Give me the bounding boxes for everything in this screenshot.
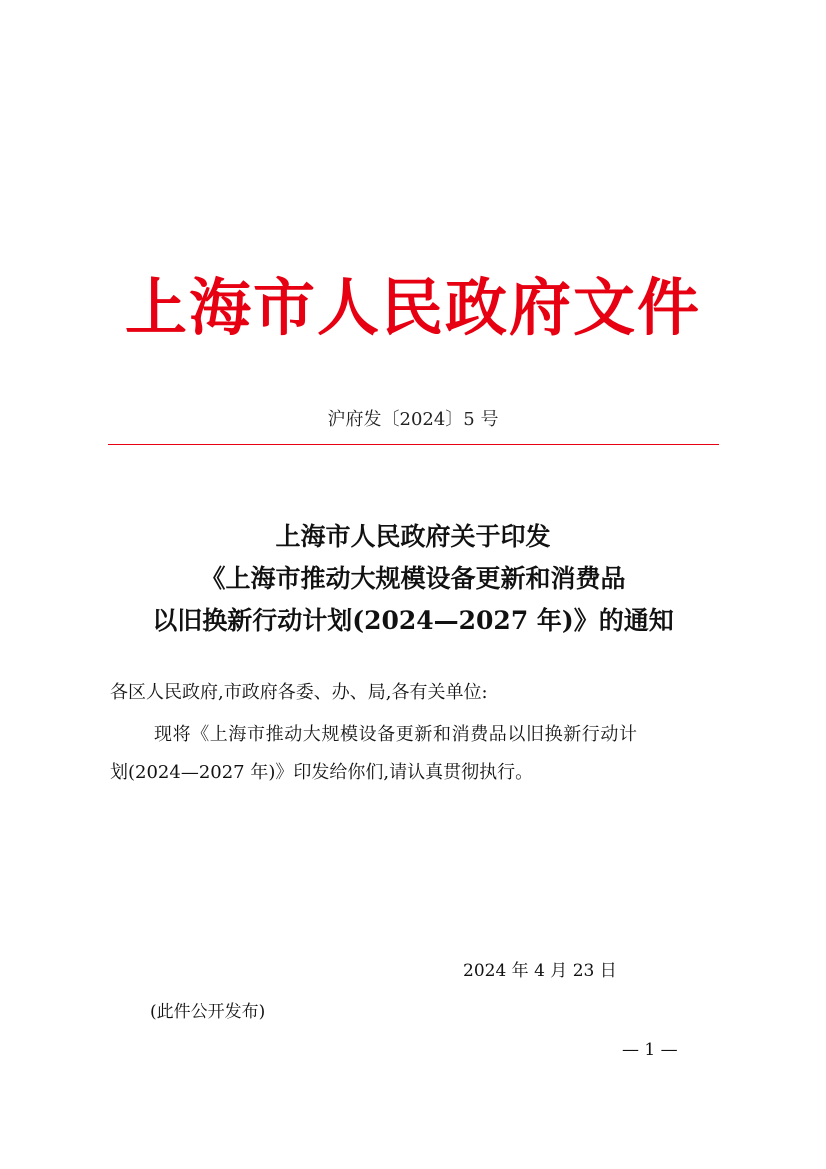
document-title [0, 516, 826, 642]
body-line-2: 划(2024—2027 年)》印发给你们,请认真贯彻执行。 [110, 762, 534, 783]
title-line-3: 以旧换新行动计划(2024—2027 年)》的通知 [152, 606, 674, 635]
body-line-1: 现将《上海市推动大规模设备更新和消费品以旧换新行动计 [154, 724, 638, 745]
document-masthead: 上海市人民政府文件 [124, 271, 701, 344]
red-divider-line [108, 444, 719, 445]
issue-date: 2024 年 4 月 23 日 [463, 961, 617, 981]
title-line-1: 上海市人民政府关于印发 [275, 522, 551, 551]
document-number: 沪府发〔2024〕5 号 [327, 409, 499, 430]
title-line-2: 《上海市推动大规模设备更新和消费品 [200, 564, 626, 593]
body-paragraph [110, 716, 720, 792]
salutation: 各区人民政府,市政府各委、办、局,各有关单位: [110, 682, 488, 703]
release-note: (此件公开发布) [150, 1002, 266, 1022]
page-number: — 1 — [622, 1040, 678, 1060]
